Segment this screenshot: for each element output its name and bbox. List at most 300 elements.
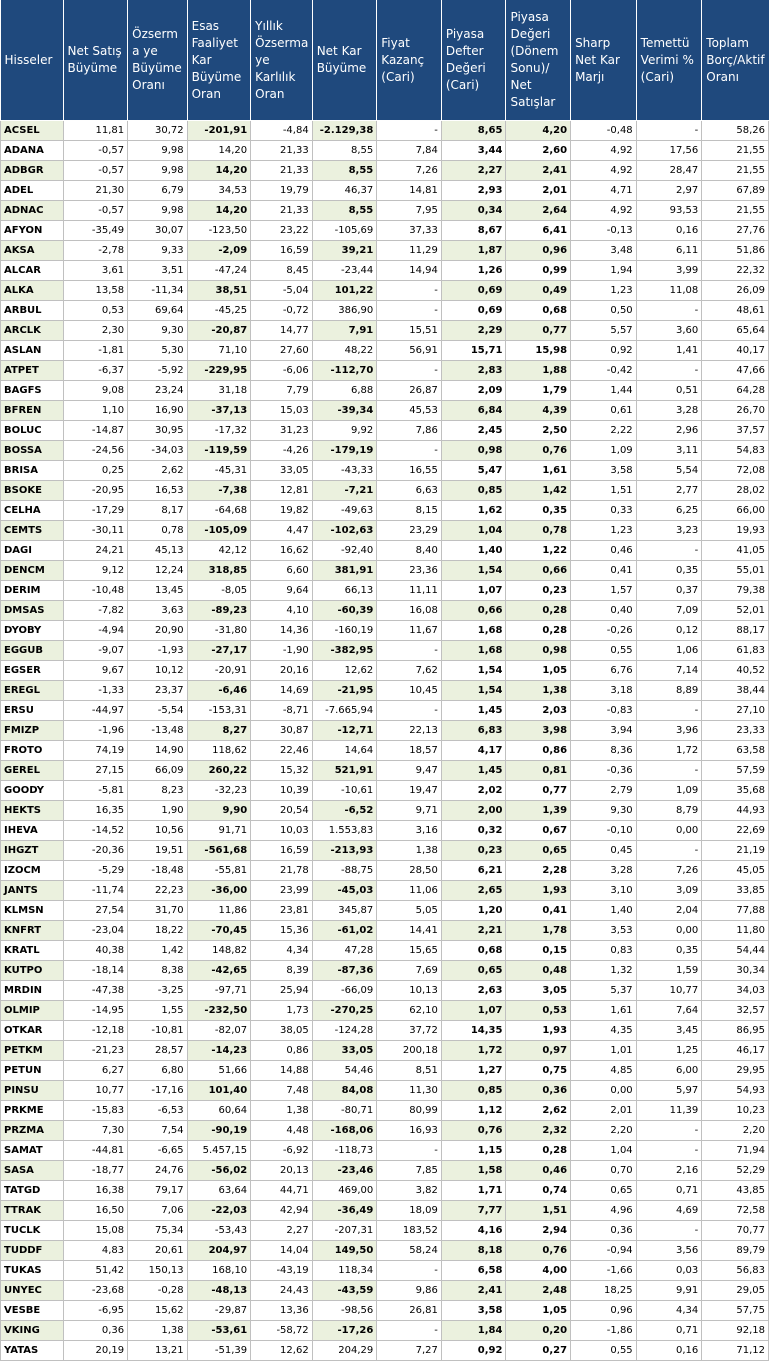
value-cell: 3,45 <box>636 1021 702 1041</box>
value-cell: 23,29 <box>377 521 442 541</box>
value-cell: 79,17 <box>128 1181 187 1201</box>
value-cell: 0,41 <box>506 901 571 921</box>
value-cell: -17,32 <box>187 421 251 441</box>
value-cell: 8,51 <box>377 1061 442 1081</box>
value-cell: 2,45 <box>441 421 506 441</box>
value-cell: 88,17 <box>702 621 769 641</box>
value-cell: 28,02 <box>702 481 769 501</box>
value-cell: 14,88 <box>251 1061 313 1081</box>
value-cell: 4,92 <box>571 161 637 181</box>
value-cell: 3,11 <box>636 441 702 461</box>
value-cell: -0,13 <box>571 221 637 241</box>
value-cell: 118,34 <box>312 1261 377 1281</box>
value-cell: -66,09 <box>312 981 377 1001</box>
table-row <box>1 941 769 961</box>
table-row <box>1 621 769 641</box>
value-cell: 44,93 <box>702 801 769 821</box>
value-cell: 29,05 <box>702 1281 769 1301</box>
value-cell: -35,49 <box>63 221 128 241</box>
value-cell: 0,36 <box>506 1081 571 1101</box>
ticker-cell: DERIM <box>1 581 64 601</box>
ticker-cell: AFYON <box>1 221 64 241</box>
value-cell: -9,07 <box>63 641 128 661</box>
value-cell: 23,22 <box>251 221 313 241</box>
value-cell: 65,64 <box>702 321 769 341</box>
value-cell: 56,91 <box>377 341 442 361</box>
value-cell: 0,76 <box>506 1241 571 1261</box>
value-cell: 4,85 <box>571 1061 637 1081</box>
value-cell: 11,06 <box>377 881 442 901</box>
value-cell: 71,94 <box>702 1141 769 1161</box>
value-cell: 0,65 <box>441 961 506 981</box>
value-cell: 66,13 <box>312 581 377 601</box>
value-cell: 1,72 <box>636 741 702 761</box>
value-cell: 37,57 <box>702 421 769 441</box>
value-cell: 21,30 <box>63 181 128 201</box>
value-cell: 74,19 <box>63 741 128 761</box>
value-cell: 4,96 <box>571 1201 637 1221</box>
value-cell: 6,25 <box>636 501 702 521</box>
table-row <box>1 281 769 301</box>
value-cell: 0,92 <box>571 341 637 361</box>
ticker-cell: ARCLK <box>1 321 64 341</box>
value-cell: 16,53 <box>128 481 187 501</box>
value-cell: 0,55 <box>571 641 637 661</box>
value-cell: 2,41 <box>506 161 571 181</box>
value-cell: 19,51 <box>128 841 187 861</box>
value-cell: 1,38 <box>377 841 442 861</box>
value-cell: 14,04 <box>251 1241 313 1261</box>
value-cell: 20,61 <box>128 1241 187 1261</box>
table-row <box>1 841 769 861</box>
value-cell: 0,41 <box>571 561 637 581</box>
value-cell: 6,27 <box>63 1061 128 1081</box>
value-cell: -14,95 <box>63 1001 128 1021</box>
value-cell: 6,80 <box>128 1061 187 1081</box>
value-cell: 5,47 <box>441 461 506 481</box>
value-cell: -13,48 <box>128 721 187 741</box>
value-cell: 0,35 <box>636 941 702 961</box>
ticker-cell: ADANA <box>1 141 64 161</box>
value-cell: 0,46 <box>571 541 637 561</box>
ticker-cell: DMSAS <box>1 601 64 621</box>
value-cell: 7,85 <box>377 1161 442 1181</box>
table-row <box>1 761 769 781</box>
value-cell: 3,18 <box>571 681 637 701</box>
value-cell: -23,44 <box>312 261 377 281</box>
value-cell: 0,83 <box>571 941 637 961</box>
table-row <box>1 1341 769 1361</box>
value-cell: 10,12 <box>128 661 187 681</box>
ticker-cell: ADBGR <box>1 161 64 181</box>
table-row <box>1 601 769 621</box>
value-cell: 28,50 <box>377 861 442 881</box>
value-cell: 7,79 <box>251 381 313 401</box>
table-row <box>1 561 769 581</box>
value-cell: 2,27 <box>251 1221 313 1241</box>
value-cell: 9,08 <box>63 381 128 401</box>
value-cell: 30,07 <box>128 221 187 241</box>
value-cell: 1,10 <box>63 401 128 421</box>
value-cell: -70,45 <box>187 921 251 941</box>
value-cell: 4,71 <box>571 181 637 201</box>
value-cell: -11,34 <box>128 281 187 301</box>
ticker-cell: HEKTS <box>1 801 64 821</box>
value-cell: 1,87 <box>441 241 506 261</box>
value-cell: 3,28 <box>571 861 637 881</box>
value-cell: 27,76 <box>702 221 769 241</box>
value-cell: 1,04 <box>571 1141 637 1161</box>
value-cell: 13,45 <box>128 581 187 601</box>
value-cell: 1,01 <box>571 1041 637 1061</box>
value-cell: -6,46 <box>187 681 251 701</box>
value-cell: -45,03 <box>312 881 377 901</box>
value-cell: 13,58 <box>63 281 128 301</box>
value-cell: 1,61 <box>571 1001 637 1021</box>
value-cell: 0,32 <box>441 821 506 841</box>
value-cell: 9,30 <box>571 801 637 821</box>
value-cell: 1,39 <box>506 801 571 821</box>
value-cell: 14,36 <box>251 621 313 641</box>
value-cell: -61,02 <box>312 921 377 941</box>
table-row <box>1 1221 769 1241</box>
value-cell: 0,50 <box>571 301 637 321</box>
value-cell: 1,51 <box>571 481 637 501</box>
value-cell: 4,92 <box>571 201 637 221</box>
value-cell: -1,33 <box>63 681 128 701</box>
value-cell: -1,86 <box>571 1321 637 1341</box>
value-cell: -382,95 <box>312 641 377 661</box>
value-cell: 13,21 <box>128 1341 187 1361</box>
table-row <box>1 1241 769 1261</box>
value-cell: 4,10 <box>251 601 313 621</box>
value-cell: -36,00 <box>187 881 251 901</box>
ticker-cell: ASLAN <box>1 341 64 361</box>
value-cell: 15,98 <box>506 341 571 361</box>
ticker-cell: EGGUB <box>1 641 64 661</box>
value-cell: 0,77 <box>506 781 571 801</box>
value-cell: 22,13 <box>377 721 442 741</box>
value-cell: 11,81 <box>63 121 128 141</box>
value-cell: 318,85 <box>187 561 251 581</box>
value-cell: 4,35 <box>571 1021 637 1041</box>
value-cell: 40,38 <box>63 941 128 961</box>
value-cell: 6,60 <box>251 561 313 581</box>
value-cell: 30,87 <box>251 721 313 741</box>
ticker-cell: PETKM <box>1 1041 64 1061</box>
value-cell: 0,36 <box>63 1321 128 1341</box>
value-cell: - <box>377 1321 442 1341</box>
value-cell: -23,46 <box>312 1161 377 1181</box>
value-cell: -112,70 <box>312 361 377 381</box>
value-cell: 19,82 <box>251 501 313 521</box>
value-cell: 0,00 <box>571 1081 637 1101</box>
value-cell: -160,19 <box>312 621 377 641</box>
value-cell: 0,99 <box>506 261 571 281</box>
ticker-cell: VESBE <box>1 1301 64 1321</box>
value-cell: -0,57 <box>63 201 128 221</box>
value-cell: 18,22 <box>128 921 187 941</box>
value-cell: 7,64 <box>636 1001 702 1021</box>
value-cell: 6,63 <box>377 481 442 501</box>
value-cell: 54,44 <box>702 941 769 961</box>
value-cell: 0,53 <box>506 1001 571 1021</box>
value-cell: 1,40 <box>571 901 637 921</box>
value-cell: 18,57 <box>377 741 442 761</box>
value-cell: -201,91 <box>187 121 251 141</box>
value-cell: -6,65 <box>128 1141 187 1161</box>
value-cell: 16,08 <box>377 601 442 621</box>
value-cell: 11,29 <box>377 241 442 261</box>
value-cell: 9,90 <box>187 801 251 821</box>
value-cell: -5,81 <box>63 781 128 801</box>
value-cell: 15,32 <box>251 761 313 781</box>
table-row <box>1 721 769 741</box>
value-cell: 6,83 <box>441 721 506 741</box>
value-cell: 345,87 <box>312 901 377 921</box>
ticker-cell: KRATL <box>1 941 64 961</box>
table-row <box>1 1161 769 1181</box>
value-cell: 0,92 <box>441 1341 506 1361</box>
value-cell: 381,91 <box>312 561 377 581</box>
value-cell: 35,68 <box>702 781 769 801</box>
value-cell: -88,75 <box>312 861 377 881</box>
value-cell: 7,14 <box>636 661 702 681</box>
value-cell: - <box>377 1141 442 1161</box>
table-row <box>1 861 769 881</box>
value-cell: 12,24 <box>128 561 187 581</box>
value-cell: -7,38 <box>187 481 251 501</box>
value-cell: 9,86 <box>377 1281 442 1301</box>
value-cell: 0,68 <box>506 301 571 321</box>
header-cell: Piyasa Defter Değeri (Cari) <box>441 0 506 121</box>
value-cell: 12,62 <box>312 661 377 681</box>
value-cell: 21,19 <box>702 841 769 861</box>
value-cell: 69,64 <box>128 301 187 321</box>
value-cell: 1,15 <box>441 1141 506 1161</box>
value-cell: 2,65 <box>441 881 506 901</box>
table-row <box>1 321 769 341</box>
value-cell: 79,38 <box>702 581 769 601</box>
value-cell: 1,59 <box>636 961 702 981</box>
value-cell: -179,19 <box>312 441 377 461</box>
value-cell: -44,97 <box>63 701 128 721</box>
value-cell: 1,45 <box>441 761 506 781</box>
value-cell: 2,27 <box>441 161 506 181</box>
value-cell: -14,87 <box>63 421 128 441</box>
value-cell: -6,95 <box>63 1301 128 1321</box>
value-cell: -17,16 <box>128 1081 187 1101</box>
header-cell: Temettü Verimi % (Cari) <box>636 0 702 121</box>
value-cell: 7,26 <box>377 161 442 181</box>
value-cell: 0,69 <box>441 301 506 321</box>
value-cell: 84,08 <box>312 1081 377 1101</box>
value-cell: 0,97 <box>506 1041 571 1061</box>
value-cell: 2,64 <box>506 201 571 221</box>
value-cell: 38,05 <box>251 1021 313 1041</box>
ticker-cell: UNYEC <box>1 1281 64 1301</box>
value-cell: 5.457,15 <box>187 1141 251 1161</box>
value-cell: 56,83 <box>702 1261 769 1281</box>
value-cell: - <box>636 701 702 721</box>
value-cell: -0,28 <box>128 1281 187 1301</box>
table-row <box>1 1061 769 1081</box>
value-cell: 7,30 <box>63 1121 128 1141</box>
value-cell: 4,69 <box>636 1201 702 1221</box>
value-cell: 1,72 <box>441 1041 506 1061</box>
table-row <box>1 301 769 321</box>
value-cell: 0,16 <box>636 221 702 241</box>
value-cell: 0,69 <box>441 281 506 301</box>
value-cell: 5,97 <box>636 1081 702 1101</box>
value-cell: 2,28 <box>506 861 571 881</box>
ticker-cell: ADNAC <box>1 201 64 221</box>
value-cell: 37,33 <box>377 221 442 241</box>
value-cell: 0,51 <box>636 381 702 401</box>
value-cell: 7,48 <box>251 1081 313 1101</box>
value-cell: -1,96 <box>63 721 128 741</box>
table-row <box>1 1321 769 1341</box>
value-cell: 0,71 <box>636 1181 702 1201</box>
value-cell: 38,51 <box>187 281 251 301</box>
value-cell: 3,98 <box>506 721 571 741</box>
value-cell: 72,08 <box>702 461 769 481</box>
value-cell: 3,99 <box>636 261 702 281</box>
value-cell: 3,94 <box>571 721 637 741</box>
value-cell: 0,00 <box>636 821 702 841</box>
value-cell: 9,12 <box>63 561 128 581</box>
ticker-cell: ADEL <box>1 181 64 201</box>
value-cell: 71,12 <box>702 1341 769 1361</box>
value-cell: 0,74 <box>506 1181 571 1201</box>
value-cell: -270,25 <box>312 1001 377 1021</box>
value-cell: 31,70 <box>128 901 187 921</box>
value-cell: 23,24 <box>128 381 187 401</box>
value-cell: 5,57 <box>571 321 637 341</box>
value-cell: 10,45 <box>377 681 442 701</box>
value-cell: 1,90 <box>128 801 187 821</box>
header-cell: Hisseler <box>1 0 64 121</box>
value-cell: 1,40 <box>441 541 506 561</box>
value-cell: -80,71 <box>312 1101 377 1121</box>
value-cell: 12,62 <box>251 1341 313 1361</box>
value-cell: 45,13 <box>128 541 187 561</box>
value-cell: 0,78 <box>128 521 187 541</box>
ticker-cell: VKING <box>1 1321 64 1341</box>
value-cell: -7,82 <box>63 601 128 621</box>
value-cell: 2,97 <box>636 181 702 201</box>
value-cell: 0,23 <box>506 581 571 601</box>
value-cell: 20,19 <box>63 1341 128 1361</box>
value-cell: -12,71 <box>312 721 377 741</box>
value-cell: 9,64 <box>251 581 313 601</box>
value-cell: -118,73 <box>312 1141 377 1161</box>
table-row <box>1 201 769 221</box>
ticker-cell: PRKME <box>1 1101 64 1121</box>
value-cell: - <box>377 301 442 321</box>
header-cell: Özserma ye Büyüme Oranı <box>128 0 187 121</box>
table-row <box>1 1101 769 1121</box>
value-cell: 7,77 <box>441 1201 506 1221</box>
value-cell: 1,93 <box>506 1021 571 1041</box>
value-cell: -98,56 <box>312 1301 377 1321</box>
value-cell: -2.129,38 <box>312 121 377 141</box>
value-cell: 8,79 <box>636 801 702 821</box>
value-cell: 7,95 <box>377 201 442 221</box>
value-cell: 3,60 <box>636 321 702 341</box>
value-cell: 469,00 <box>312 1181 377 1201</box>
value-cell: 28,57 <box>128 1041 187 1061</box>
table-row <box>1 1081 769 1101</box>
value-cell: 2,09 <box>441 381 506 401</box>
value-cell: 0,25 <box>63 461 128 481</box>
value-cell: 4,17 <box>441 741 506 761</box>
value-cell: 6,11 <box>636 241 702 261</box>
value-cell: 3,09 <box>636 881 702 901</box>
value-cell: 1,09 <box>636 781 702 801</box>
value-cell: 14,20 <box>187 201 251 221</box>
table-row <box>1 1001 769 1021</box>
value-cell: 7,86 <box>377 421 442 441</box>
value-cell: 6,84 <box>441 401 506 421</box>
value-cell: -97,71 <box>187 981 251 1001</box>
value-cell: -124,28 <box>312 1021 377 1041</box>
value-cell: 2,01 <box>571 1101 637 1121</box>
value-cell: 10,77 <box>636 981 702 1001</box>
value-cell: 58,26 <box>702 121 769 141</box>
value-cell: 51,66 <box>187 1061 251 1081</box>
value-cell: 42,94 <box>251 1201 313 1221</box>
value-cell: -0,10 <box>571 821 637 841</box>
value-cell: 0,70 <box>571 1161 637 1181</box>
value-cell: 1,42 <box>506 481 571 501</box>
value-cell: -102,63 <box>312 521 377 541</box>
value-cell: 0,85 <box>441 1081 506 1101</box>
table-row <box>1 341 769 361</box>
value-cell: 149,50 <box>312 1241 377 1261</box>
value-cell: 14,77 <box>251 321 313 341</box>
ticker-cell: SASA <box>1 1161 64 1181</box>
value-cell: 2,20 <box>702 1121 769 1141</box>
value-cell: -10,48 <box>63 581 128 601</box>
value-cell: 1,88 <box>506 361 571 381</box>
value-cell: 9,71 <box>377 801 442 821</box>
value-cell: 52,29 <box>702 1161 769 1181</box>
value-cell: 64,28 <box>702 381 769 401</box>
value-cell: 1,04 <box>441 521 506 541</box>
header-cell: Fiyat Kazanç (Cari) <box>377 0 442 121</box>
value-cell: 16,38 <box>63 1181 128 1201</box>
value-cell: 2,79 <box>571 781 637 801</box>
value-cell: 0,65 <box>571 1181 637 1201</box>
value-cell: -51,39 <box>187 1341 251 1361</box>
value-cell: 92,18 <box>702 1321 769 1341</box>
value-cell: 22,69 <box>702 821 769 841</box>
value-cell: -168,06 <box>312 1121 377 1141</box>
value-cell: 3,23 <box>636 521 702 541</box>
value-cell: 11,39 <box>636 1101 702 1121</box>
value-cell: 0,85 <box>441 481 506 501</box>
value-cell: 33,05 <box>312 1041 377 1061</box>
value-cell: -32,23 <box>187 781 251 801</box>
value-cell: 6,76 <box>571 661 637 681</box>
table-row <box>1 421 769 441</box>
value-cell: 0,27 <box>506 1341 571 1361</box>
value-cell: 27,60 <box>251 341 313 361</box>
value-cell: -229,95 <box>187 361 251 381</box>
value-cell: 0,68 <box>441 941 506 961</box>
value-cell: -7,21 <box>312 481 377 501</box>
